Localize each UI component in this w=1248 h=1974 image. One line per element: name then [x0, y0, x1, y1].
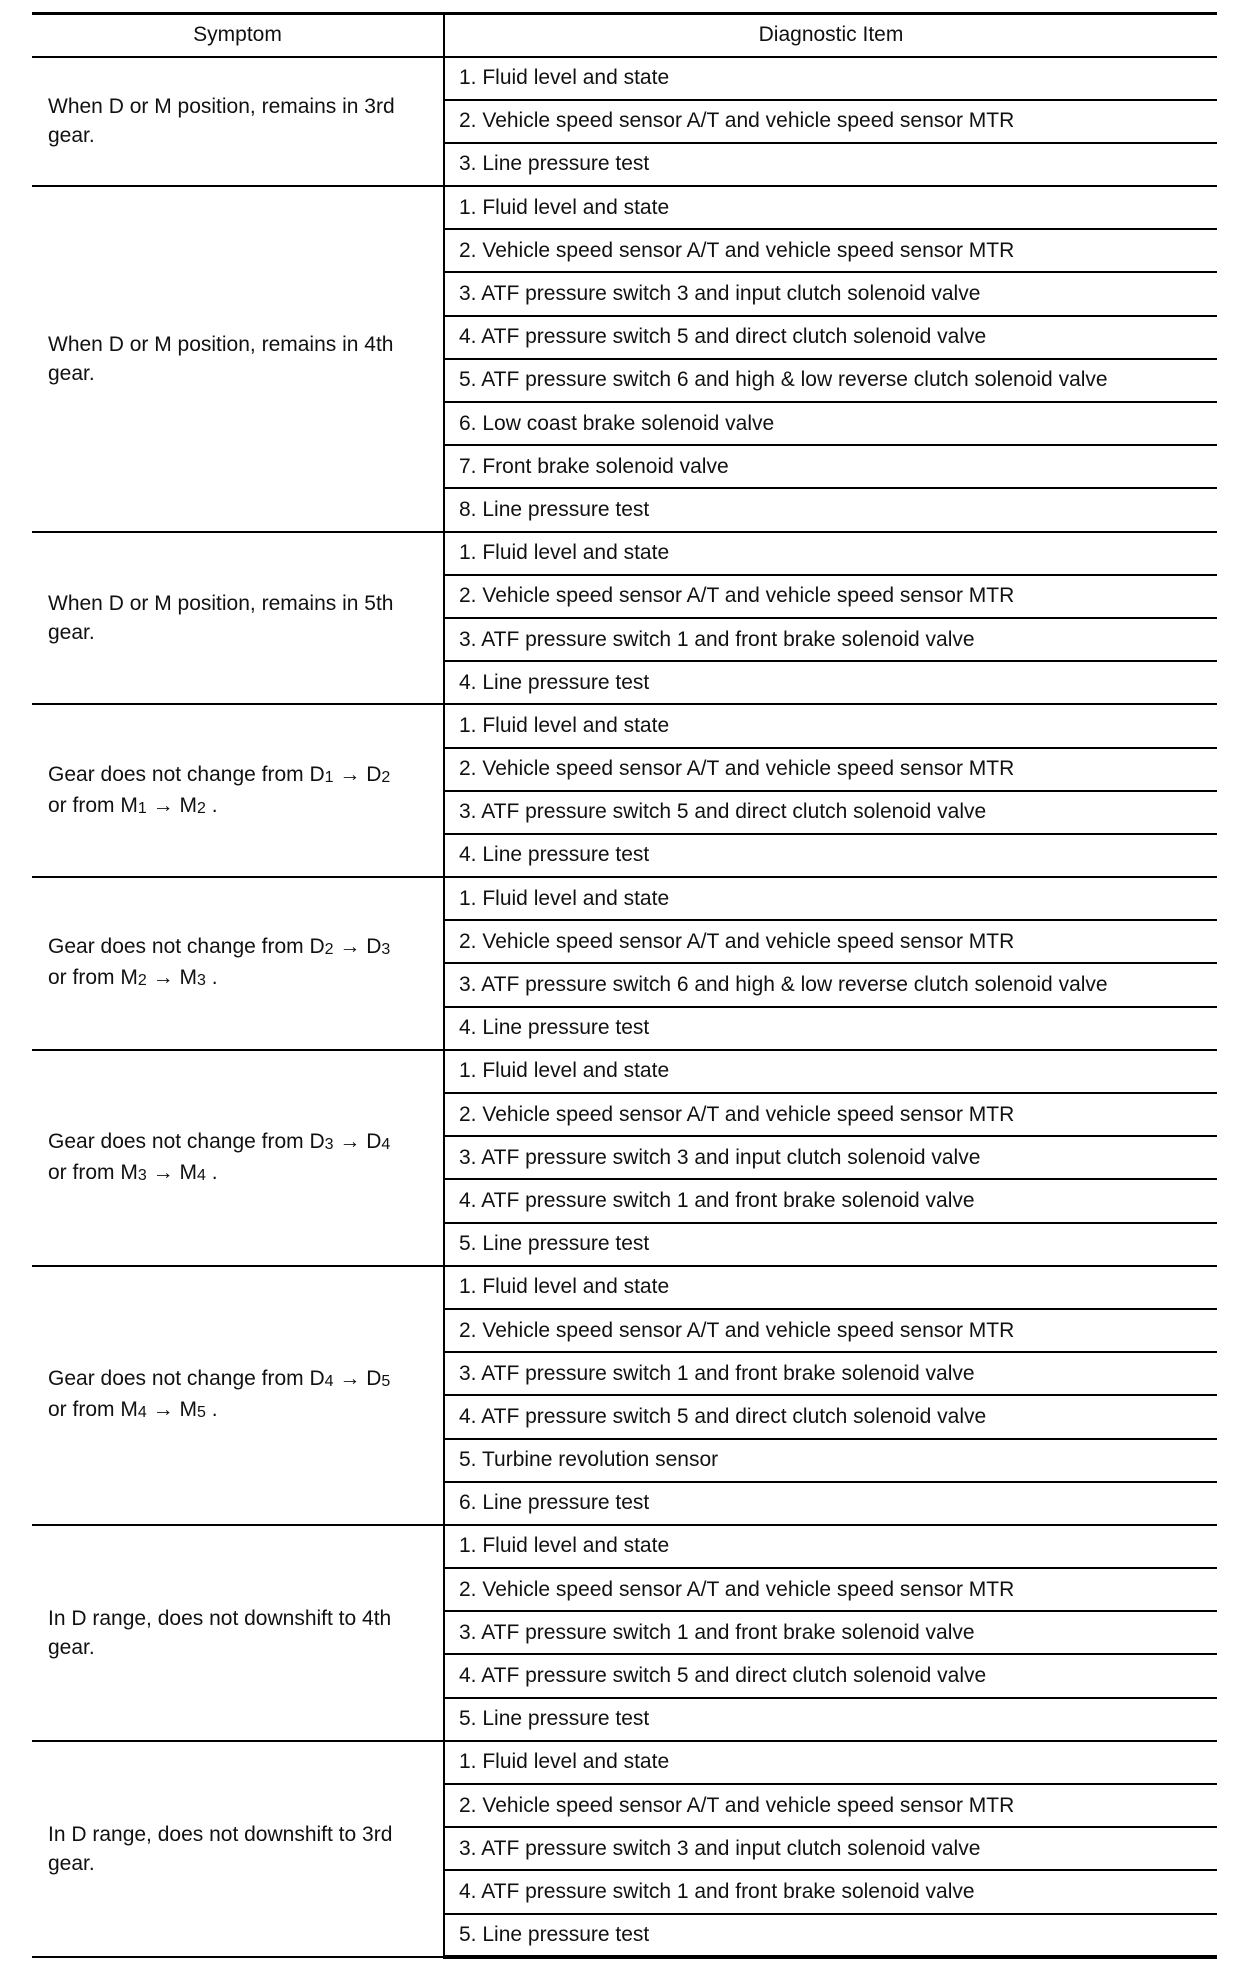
symptom-lead-text: Gear does not change from D [48, 762, 325, 786]
range-letter: M [179, 966, 197, 990]
symptom-mid-text: or from M [48, 1160, 138, 1184]
diagnostic-item-cell: 1. Fluid level and state [444, 1525, 1217, 1568]
table-row [32, 1525, 1217, 1568]
from-gear-subscript: 3 [137, 1166, 147, 1184]
symptom-period: . [211, 966, 218, 990]
symptom-lead-text: Gear does not change from D [48, 1129, 325, 1153]
shift-arrow-icon: → [339, 762, 361, 786]
diagnostic-table [32, 12, 1217, 1959]
table-header [32, 14, 1217, 57]
table-row [32, 1741, 1217, 1784]
shift-arrow-icon: → [152, 1398, 174, 1422]
diagnostic-item-cell: 3. ATF pressure switch 1 and front brake solenoid valve [444, 1352, 1217, 1395]
diagnostic-item-cell: 4. Line pressure test [444, 661, 1217, 704]
diagnostic-item-cell: 5. ATF pressure switch 6 and high & low reverse clutch solenoid valve [444, 359, 1217, 402]
diagnostic-table-sheet [32, 12, 1217, 1959]
diagnostic-item-cell: 3. ATF pressure switch 1 and front brake solenoid valve [444, 1611, 1217, 1654]
from-gear-subscript: 4 [137, 1404, 147, 1422]
diagnostic-item-cell: 5. Turbine revolution sensor [444, 1439, 1217, 1482]
diagnostic-item-cell: 2. Vehicle speed sensor A/T and vehicle speed sensor MTR [444, 100, 1217, 143]
diagnostic-item-cell: 3. ATF pressure switch 3 and input clutch solenoid valve [444, 272, 1217, 315]
diagnostic-item-cell: 1. Fluid level and state [444, 1741, 1217, 1784]
table-body [32, 57, 1217, 1957]
diagnostic-item-cell: 6. Line pressure test [444, 1482, 1217, 1525]
diagnostic-item-cell: 3. ATF pressure switch 1 and front brake solenoid valve [444, 618, 1217, 661]
diagnostic-item-cell: 1. Fluid level and state [444, 877, 1217, 920]
table-row [32, 1266, 1217, 1309]
symptom-mid-text: or from M [48, 793, 138, 817]
table-row [32, 532, 1217, 575]
symptom-column-header: Symptom [32, 14, 444, 57]
diagnostic-item-cell: 2. Vehicle speed sensor A/T and vehicle speed sensor MTR [444, 229, 1217, 272]
symptom-cell [32, 1266, 444, 1525]
symptom-cell: When D or M position, remains in 5th gear. [32, 532, 444, 705]
diagnostic-item-cell: 2. Vehicle speed sensor A/T and vehicle speed sensor MTR [444, 920, 1217, 963]
from-gear-subscript: 3 [324, 1135, 334, 1153]
range-letter: D [366, 762, 382, 786]
diagnostic-item-cell: 2. Vehicle speed sensor A/T and vehicle speed sensor MTR [444, 1784, 1217, 1827]
from-gear-subscript: 4 [324, 1373, 334, 1391]
header-row [32, 14, 1217, 57]
range-letter: D [366, 1129, 382, 1153]
diagnostic-item-cell: 1. Fluid level and state [444, 186, 1217, 229]
diagnostic-item-cell: 3. ATF pressure switch 5 and direct clutch solenoid valve [444, 791, 1217, 834]
symptom-lead-text: Gear does not change from D [48, 1367, 325, 1391]
symptom-mid-text: or from M [48, 966, 138, 990]
diagnostic-item-cell: 4. ATF pressure switch 5 and direct clutch solenoid valve [444, 316, 1217, 359]
diagnostic-item-cell: 4. Line pressure test [444, 834, 1217, 877]
symptom-lead-text: Gear does not change from D [48, 935, 325, 959]
to-gear-subscript: 2 [196, 799, 206, 817]
to-gear-subscript: 4 [196, 1166, 206, 1184]
shift-arrow-icon: → [339, 1129, 361, 1153]
symptom-cell [32, 1050, 444, 1266]
from-gear-subscript: 2 [137, 972, 147, 990]
diagnostic-item-cell: 3. Line pressure test [444, 143, 1217, 186]
diagnostic-item-cell: 5. Line pressure test [444, 1914, 1217, 1957]
range-letter: D [366, 1367, 382, 1391]
table-row [32, 877, 1217, 920]
diagnostic-item-cell: 1. Fluid level and state [444, 532, 1217, 575]
symptom-cell: In D range, does not downshift to 4th gear. [32, 1525, 444, 1741]
from-gear-subscript: 1 [324, 768, 334, 786]
symptom-period: . [211, 793, 218, 817]
diagnostic-item-cell: 1. Fluid level and state [444, 704, 1217, 747]
symptom-cell: In D range, does not downshift to 3rd gear. [32, 1741, 444, 1957]
symptom-cell [32, 704, 444, 877]
to-gear-subscript: 3 [381, 941, 391, 959]
to-gear-subscript: 5 [196, 1404, 206, 1422]
diagnostic-item-cell: 3. ATF pressure switch 6 and high & low reverse clutch solenoid valve [444, 963, 1217, 1006]
diagnostic-item-cell: 8. Line pressure test [444, 488, 1217, 531]
symptom-period: . [211, 1160, 218, 1184]
symptom-cell [32, 877, 444, 1050]
from-gear-subscript: 2 [324, 941, 334, 959]
diagnostic-item-cell: 2. Vehicle speed sensor A/T and vehicle speed sensor MTR [444, 1309, 1217, 1352]
shift-arrow-icon: → [339, 1367, 361, 1391]
diagnostic-item-cell: 1. Fluid level and state [444, 1266, 1217, 1309]
diagnostic-item-cell: 3. ATF pressure switch 3 and input clutch solenoid valve [444, 1827, 1217, 1870]
diagnostic-item-cell: 5. Line pressure test [444, 1698, 1217, 1741]
to-gear-subscript: 5 [381, 1373, 391, 1391]
from-gear-subscript: 1 [137, 799, 147, 817]
range-letter: M [179, 793, 197, 817]
symptom-cell: When D or M position, remains in 3rd gear. [32, 57, 444, 187]
shift-arrow-icon: → [152, 793, 174, 817]
diagnostic-item-cell: 4. Line pressure test [444, 1007, 1217, 1050]
diagnostic-item-column-header: Diagnostic Item [444, 14, 1217, 57]
symptom-mid-text: or from M [48, 1398, 138, 1422]
range-letter: M [179, 1398, 197, 1422]
diagnostic-item-cell: 4. ATF pressure switch 1 and front brake solenoid valve [444, 1179, 1217, 1222]
diagnostic-item-cell: 6. Low coast brake solenoid valve [444, 402, 1217, 445]
table-row [32, 186, 1217, 229]
to-gear-subscript: 3 [196, 972, 206, 990]
range-letter: M [179, 1160, 197, 1184]
diagnostic-item-cell: 3. ATF pressure switch 3 and input clutch solenoid valve [444, 1136, 1217, 1179]
diagnostic-item-cell: 1. Fluid level and state [444, 57, 1217, 100]
to-gear-subscript: 4 [381, 1135, 391, 1153]
diagnostic-item-cell: 4. ATF pressure switch 5 and direct clutch solenoid valve [444, 1395, 1217, 1438]
diagnostic-item-cell: 2. Vehicle speed sensor A/T and vehicle speed sensor MTR [444, 575, 1217, 618]
table-row [32, 57, 1217, 100]
symptom-cell: When D or M position, remains in 4th gear. [32, 186, 444, 532]
diagnostic-item-cell: 2. Vehicle speed sensor A/T and vehicle speed sensor MTR [444, 748, 1217, 791]
shift-arrow-icon: → [152, 966, 174, 990]
diagnostic-item-cell: 2. Vehicle speed sensor A/T and vehicle speed sensor MTR [444, 1093, 1217, 1136]
table-row [32, 1050, 1217, 1093]
diagnostic-item-cell: 4. ATF pressure switch 1 and front brake solenoid valve [444, 1870, 1217, 1913]
table-row [32, 704, 1217, 747]
shift-arrow-icon: → [152, 1160, 174, 1184]
range-letter: D [366, 935, 382, 959]
diagnostic-item-cell: 2. Vehicle speed sensor A/T and vehicle speed sensor MTR [444, 1568, 1217, 1611]
diagnostic-item-cell: 7. Front brake solenoid valve [444, 445, 1217, 488]
shift-arrow-icon: → [339, 935, 361, 959]
to-gear-subscript: 2 [381, 768, 391, 786]
diagnostic-item-cell: 1. Fluid level and state [444, 1050, 1217, 1093]
symptom-period: . [211, 1398, 218, 1422]
diagnostic-item-cell: 4. ATF pressure switch 5 and direct clutch solenoid valve [444, 1654, 1217, 1697]
diagnostic-item-cell: 5. Line pressure test [444, 1223, 1217, 1266]
